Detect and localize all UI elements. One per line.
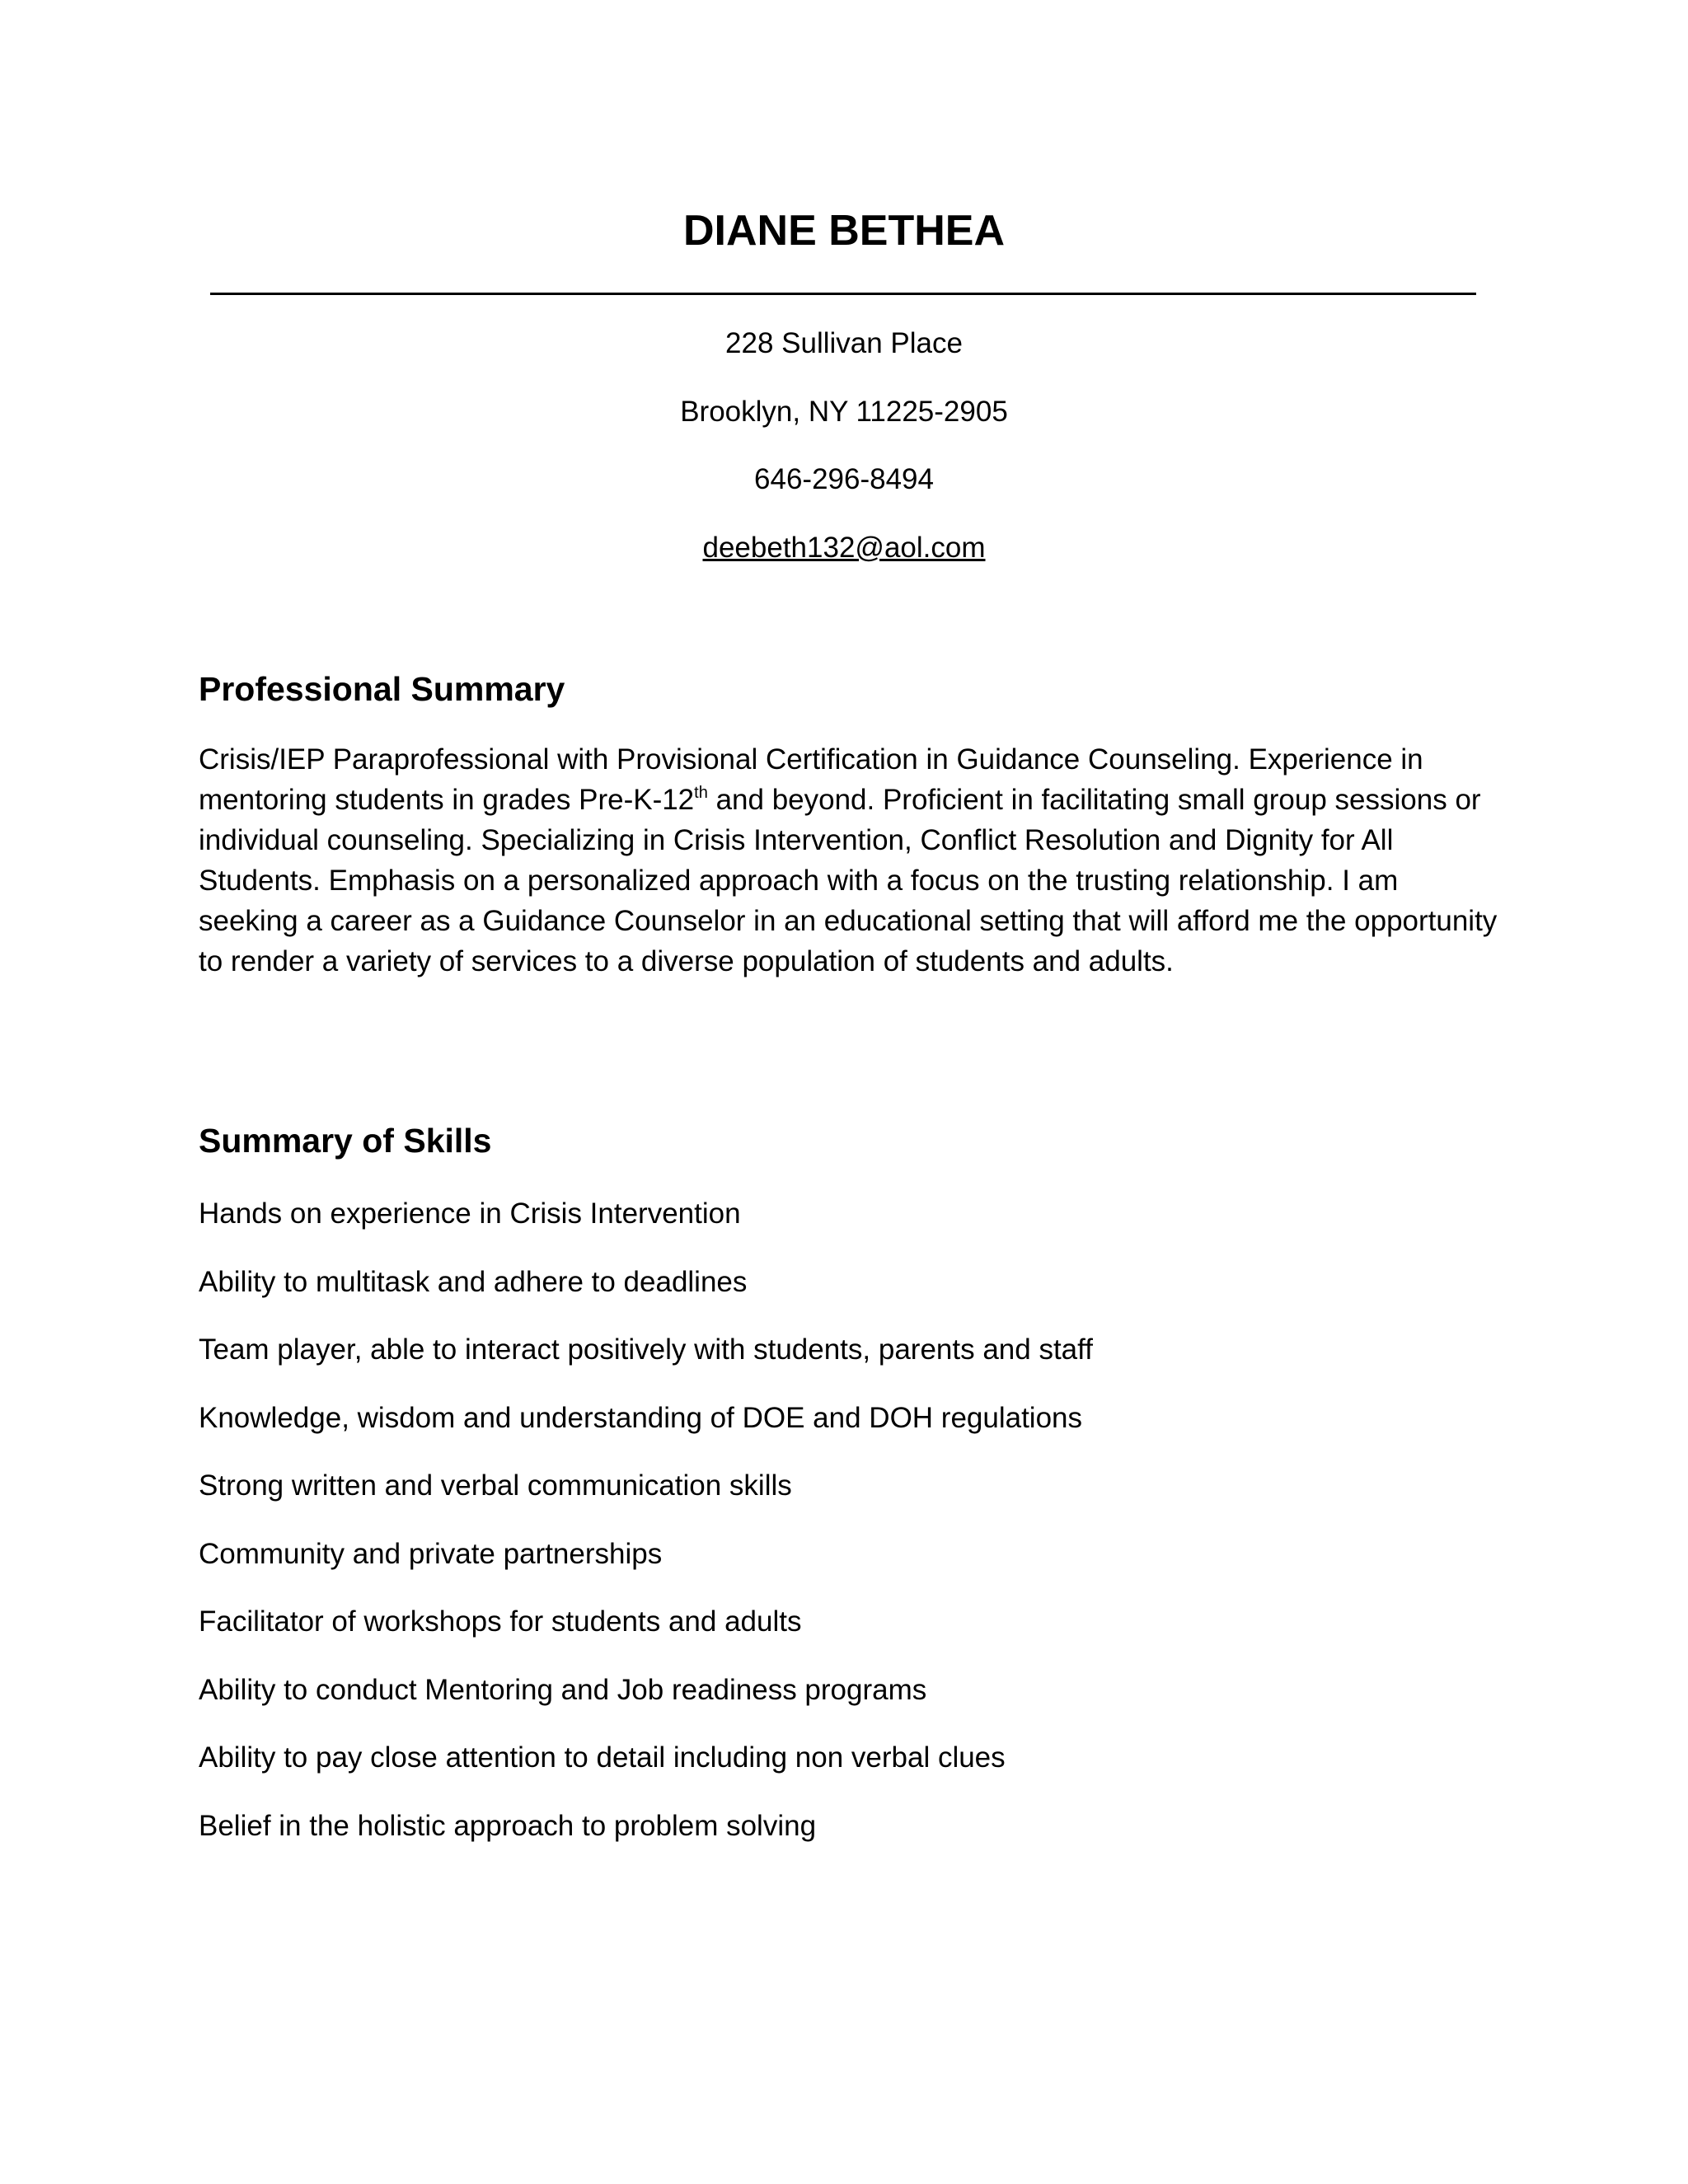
skills-list [199, 1193, 1093, 1873]
skill-item: Ability to conduct Mentoring and Job readiness programs [199, 1673, 927, 1706]
skill-item: Community and private partnerships [199, 1537, 663, 1570]
skill-item: Team player, able to interact positively with students, parents and staff [199, 1333, 1093, 1366]
professional-summary-text [199, 739, 1501, 982]
skill-item: Strong written and verbal communication skills [199, 1469, 792, 1502]
skill-item: Ability to pay close attention to detail including non verbal clues [199, 1741, 1006, 1774]
resume-name: DIANE BETHEA [682, 207, 1006, 255]
skill-item: Knowledge, wisdom and understanding of DOE and DOH regulations [199, 1401, 1083, 1434]
skills-heading: Summary of Skills [199, 1122, 492, 1160]
skill-item: Ability to multitask and adhere to deadlines [199, 1265, 748, 1298]
contact-phone: 646-296-8494 [754, 463, 934, 495]
professional-summary-heading: Professional Summary [199, 670, 565, 708]
summary-superscript: th [694, 784, 708, 802]
header-divider [210, 293, 1476, 295]
summary-text-part2: and beyond. Proficient in facilitating small group sessions or individual counseling. Specializing in Crisis Intervention, Conflict Resolution and Dignity for All Students. Emphasis on a personalized approach with a focus on the trusting relationship. I am seeking a career as a Guidance Counselor in an educational setting that will afford me the opportunity to render a variety of services to a diverse population of students and adults. [199, 784, 1498, 977]
contact-email-link[interactable]: deebeth132@aol.com [702, 532, 986, 564]
skill-item: Hands on experience in Crisis Intervention [199, 1197, 741, 1230]
summary-text-part1: Crisis/IEP Paraprofessional with Provisional Certification in Guidance Counseling. Experience in mentoring students in grades Pre-K-12 [199, 743, 1423, 816]
contact-street: 228 Sullivan Place [725, 327, 963, 359]
contact-city-state-zip: Brooklyn, NY 11225-2905 [680, 396, 1008, 428]
skill-item: Belief in the holistic approach to problem solving [199, 1809, 817, 1842]
skill-item: Facilitator of workshops for students and adults [199, 1605, 802, 1638]
